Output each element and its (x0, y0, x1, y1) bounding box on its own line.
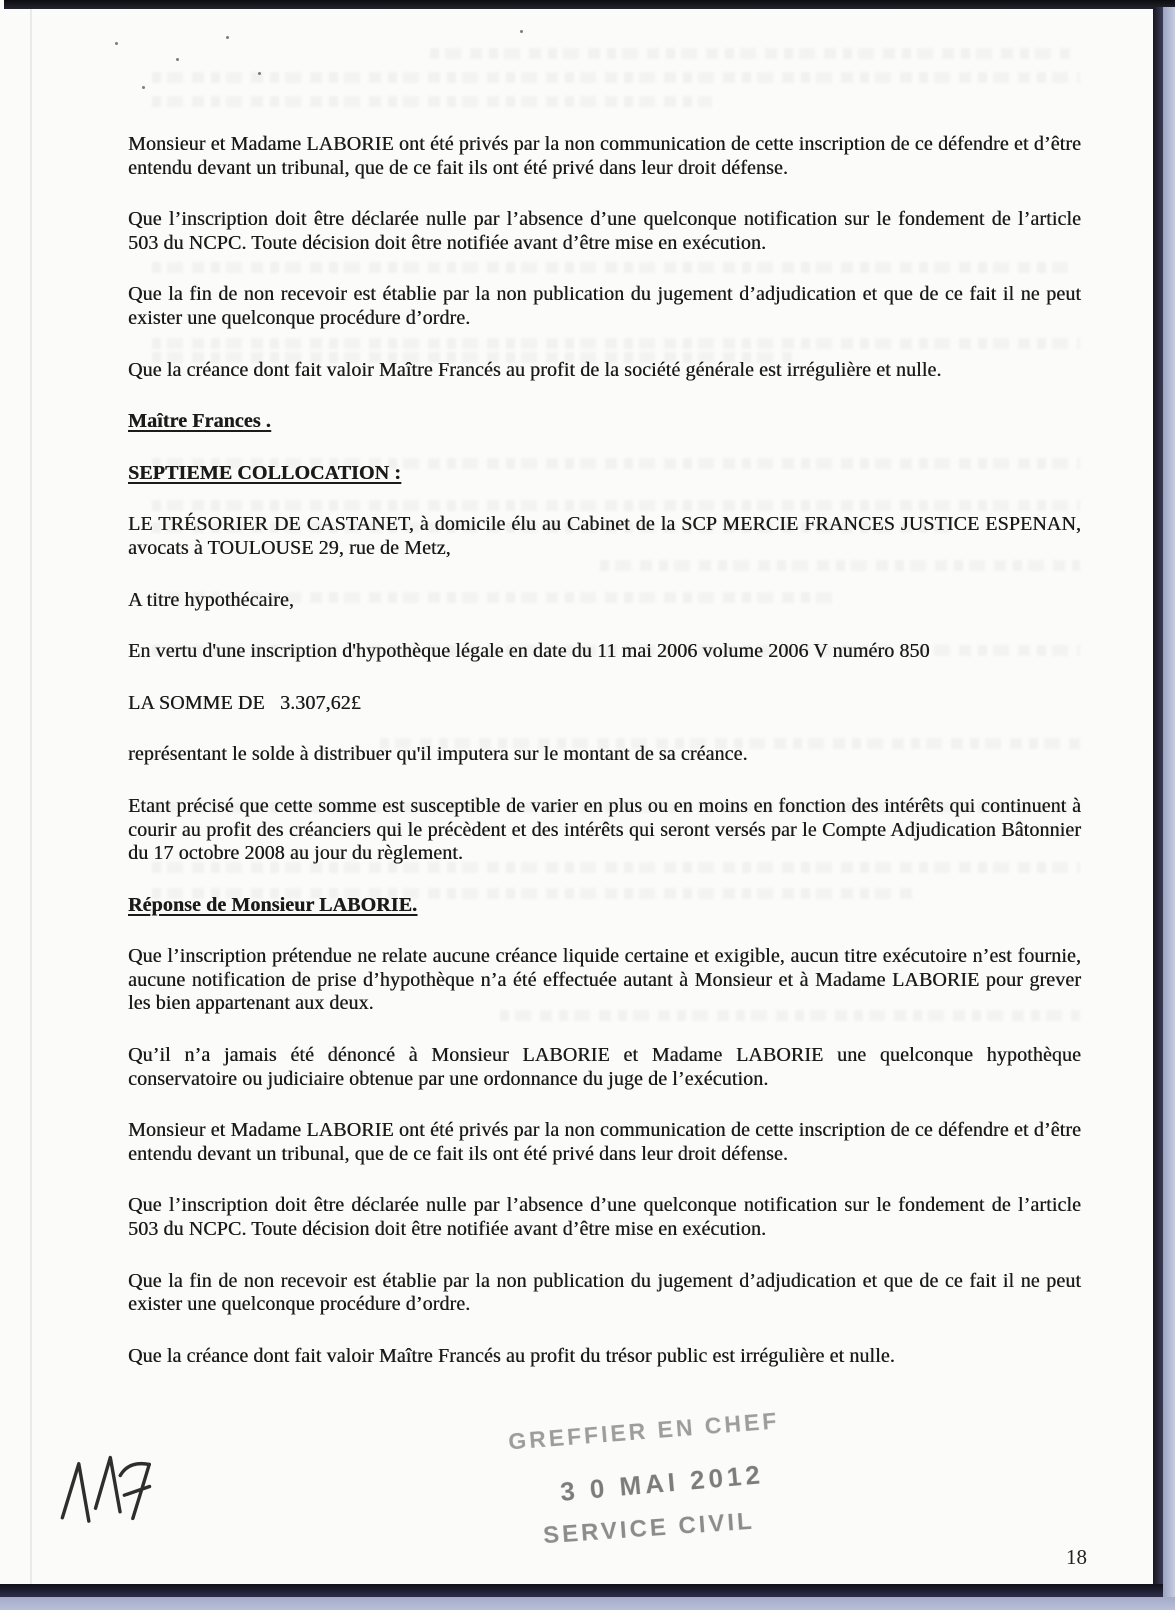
body-paragraph: LE TRÉSORIER DE CASTANET, à domicile élu au Cabinet de la SCP MERCIE FRANCES JUSTICE ESPENAN, avocats à TOULOUSE 29, rue de Metz, (128, 513, 1081, 559)
body-paragraph: Que l’inscription prétendue ne relate aucune créance liquide certaine et exigible, aucun titre exécutoire n’est fournie, aucune notification de prise d’hypothèque n’a été effectuée autant à Monsieur et à Madame LABORIE pour grever les bien appartenant aux deux. (128, 945, 1081, 1015)
scan-border-bottom (0, 1584, 1163, 1597)
body-paragraph: Que l’inscription doit être déclarée nulle par l’absence d’une quelconque notification sur le fondement de l’article 503 du NCPC. Toute décision doit être notifiée avant d’être mise en exécution. (128, 208, 1081, 254)
scan-border-top (4, 0, 1175, 9)
body-paragraph: Que la fin de non recevoir est établie par la non publication du jugement d’adjudication et que de ce fait il ne peut exister une quelconque procédure d’ordre. (128, 283, 1081, 329)
page-number: 18 (1066, 1545, 1087, 1569)
body-paragraph: représentant le solde à distribuer qu'il imputera sur le montant de sa créance. (128, 743, 748, 766)
body-paragraph: Etant précisé que cette somme est susceptible de varier en plus ou en moins en fonction des intérêts qui continuent à courir au profit des créanciers qui le précèdent et des intérêts qui seront versés par le Compte Adjudication Bâtonnier du 17 octobre 2008 au jour du règlement. (128, 794, 1081, 865)
page-edge-shadow (30, 9, 32, 1584)
scan-speck (142, 86, 145, 89)
date-stamp: 3 0 MAI 2012 (559, 1459, 765, 1507)
document-body (128, 133, 1081, 1396)
body-paragraph: LA SOMME DE 3.307,62£ (128, 691, 361, 714)
scan-speck (258, 72, 261, 75)
body-paragraph: Que l’inscription doit être déclarée nulle par l’absence d’une quelconque notification sur le fondement de l’article 503 du NCPC. Toute décision doit être notifiée avant d’être mise en exécution. (128, 1194, 1081, 1241)
handwritten-number-117 (52, 1445, 162, 1540)
body-paragraph: Monsieur et Madame LABORIE ont été privés par la non communication de cette inscription de ce défendre et d’être entendu devant un tribunal, que de ce fait ils ont été privé dans leur droit défense. (128, 1119, 1081, 1165)
scan-speck (115, 42, 118, 45)
body-paragraph: Monsieur et Madame LABORIE ont été privés par la non communication de cette inscription de ce défendre et d’être entendu devant un tribunal, que de ce fait ils ont été privé dans leur droit défense. (128, 133, 1081, 179)
bleedthrough-line (152, 72, 1080, 83)
body-paragraph: A titre hypothécaire, (128, 588, 294, 611)
section-heading: Maître Frances . (128, 410, 271, 433)
scan-speck (176, 58, 179, 61)
body-paragraph: Qu’il n’a jamais été dénoncé à Monsieur LABORIE et Madame LABORIE une quelconque hypothèque conservatoire ou judiciaire obtenue par une ordonnance du juge de l’exécution. (128, 1044, 1081, 1090)
section-heading: SEPTIEME COLLOCATION : (128, 461, 401, 484)
body-paragraph: Que la créance dont fait valoir Maître Francés au profit de la société générale est irrégulière et nulle. (128, 358, 942, 381)
scan-margin-bottom (0, 1597, 1175, 1610)
body-paragraph: En vertu d'une inscription d'hypothèque légale en date du 11 mai 2006 volume 2006 V numéro 850 (128, 640, 930, 663)
scan-speck (520, 30, 523, 33)
body-paragraph: Que la fin de non recevoir est établie par la non publication du jugement d’adjudication et que de ce fait il ne peut exister une quelconque procédure d’ordre. (128, 1269, 1081, 1316)
section-heading: Réponse de Monsieur LABORIE. (128, 893, 418, 916)
scan-speck (226, 36, 229, 39)
service-civil-stamp: SERVICE CIVIL (542, 1507, 756, 1550)
greffier-en-chef-stamp: GREFFIER EN CHEF (507, 1407, 781, 1455)
body-paragraph: Que la créance dont fait valoir Maître Francés au profit du trésor public est irrégulière et nulle. (128, 1344, 895, 1367)
scan-margin-right (1163, 7, 1175, 1610)
bleedthrough-line (430, 48, 1070, 59)
bleedthrough-line (152, 96, 712, 107)
scan-border-right (1153, 7, 1163, 1596)
